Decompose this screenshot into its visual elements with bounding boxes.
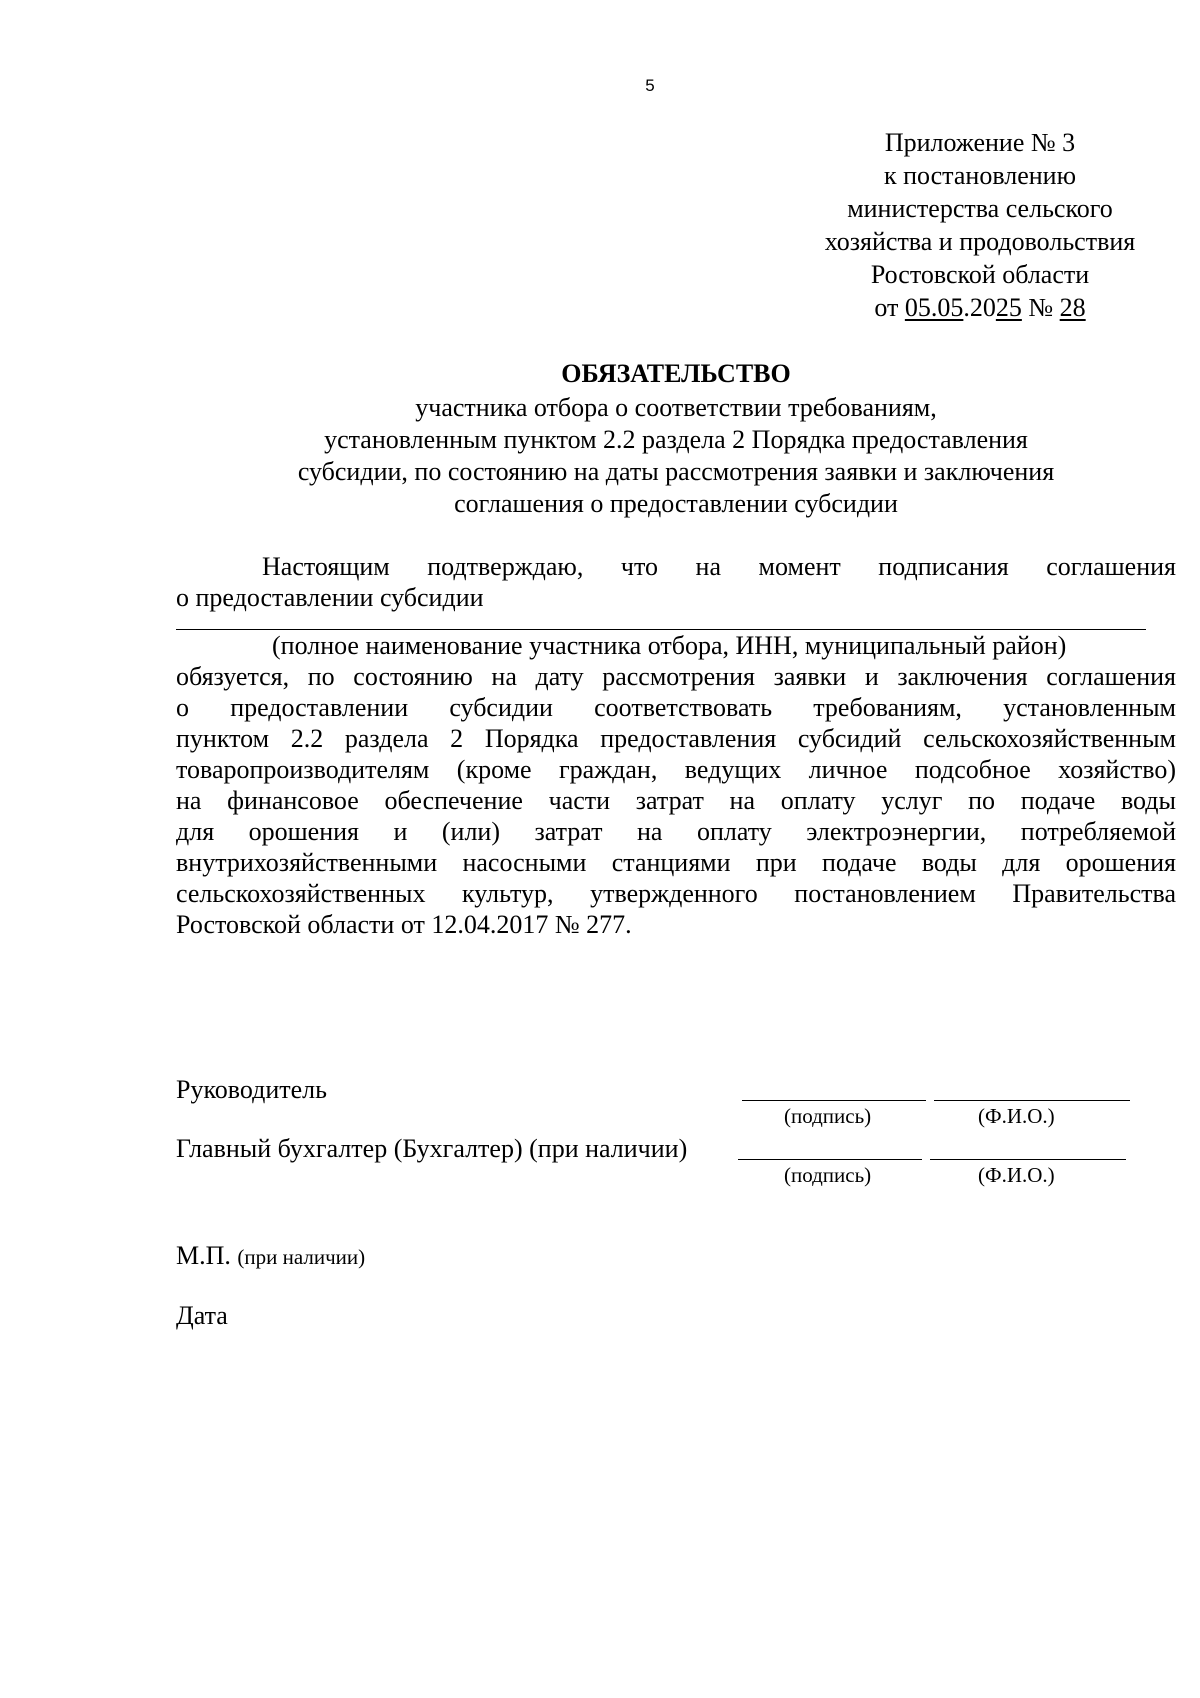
head-signature-caption: (подпись) bbox=[784, 1104, 872, 1128]
head-name-field[interactable] bbox=[934, 1100, 1130, 1101]
body-line-6: для орошения и (или) затрат на оплату электроэнергии, потребляемой bbox=[176, 817, 1176, 846]
appendix-header bbox=[780, 126, 1180, 324]
title-line-3: субсидии, по состоянию на даты рассмотрения заявки и заключения bbox=[297, 457, 1055, 486]
appendix-line-1: Приложение № 3 bbox=[884, 128, 1076, 157]
appendix-date-day-month: 05.05 bbox=[904, 293, 964, 322]
accountant-name-field[interactable] bbox=[930, 1159, 1126, 1160]
body-line-3: пунктом 2.2 раздела 2 Порядка предоставления субсидий сельскохозяйственным bbox=[176, 724, 1176, 753]
body-line-5: на финансовое обеспечение части затрат на оплату услуг по подаче воды bbox=[176, 786, 1176, 815]
appendix-date-line bbox=[780, 291, 1180, 324]
appendix-line-3: министерства сельского bbox=[847, 194, 1113, 223]
appendix-line-5: Ростовской области bbox=[870, 260, 1090, 289]
date-label: Дата bbox=[176, 1301, 228, 1330]
appendix-date-dot: .20 bbox=[963, 293, 996, 322]
head-signature-field[interactable] bbox=[742, 1100, 926, 1101]
participant-name-field[interactable] bbox=[176, 613, 1146, 630]
appendix-line-4: хозяйства и продовольствия bbox=[824, 227, 1136, 256]
intro-line-1: Настоящим подтверждаю, что на момент подписания соглашения bbox=[262, 552, 1176, 581]
accountant-name-caption: (Ф.И.О.) bbox=[978, 1163, 1055, 1187]
document-title bbox=[176, 358, 1176, 520]
head-label: Руководитель bbox=[176, 1075, 327, 1104]
body-line-8: сельскохозяйственных культур, утвержденного постановлением Правительства bbox=[176, 879, 1176, 908]
chief-accountant-label: Главный бухгалтер (Бухгалтер) (при наличии) bbox=[176, 1134, 688, 1163]
accountant-signature-field[interactable] bbox=[738, 1159, 922, 1160]
body-line-9: Ростовской области от 12.04.2017 № 277. bbox=[176, 910, 632, 939]
body-line-4: товаропроизводителям (кроме граждан, ведущих личное подсобное хозяйство) bbox=[176, 755, 1176, 784]
stamp-note: (при наличии) bbox=[237, 1245, 366, 1269]
appendix-date-prefix: от bbox=[874, 293, 905, 322]
body-line-2: о предоставлении субсидии соответствовать требованиям, установленным bbox=[176, 693, 1176, 722]
stamp-place bbox=[176, 1240, 365, 1273]
page-number: 5 bbox=[645, 76, 655, 95]
body-line-7: внутрихозяйственными насосными станциями при подаче воды для орошения bbox=[176, 848, 1176, 877]
title-heading: ОБЯЗАТЕЛЬСТВО bbox=[561, 359, 791, 388]
obligation-body bbox=[176, 551, 1176, 940]
appendix-line-2: к постановлению bbox=[883, 161, 1077, 190]
appendix-number-sign: № bbox=[1021, 293, 1060, 322]
participant-field-hint: (полное наименование участника отбора, ИНН, муниципальный район) bbox=[272, 631, 1067, 660]
appendix-date-year: 25 bbox=[995, 293, 1022, 322]
body-line-1: обязуется, по состоянию на дату рассмотрения заявки и заключения соглашения bbox=[176, 662, 1176, 691]
title-line-2: установленным пунктом 2.2 раздела 2 Порядка предоставления bbox=[324, 425, 1028, 454]
title-line-4: соглашения о предоставлении субсидии bbox=[454, 489, 898, 518]
head-name-caption: (Ф.И.О.) bbox=[978, 1104, 1055, 1128]
stamp-label: М.П. bbox=[176, 1241, 231, 1270]
intro-line-2: о предоставлении субсидии bbox=[176, 583, 484, 612]
appendix-number: 28 bbox=[1059, 293, 1086, 322]
title-line-1: участника отбора о соответствии требованиям, bbox=[415, 393, 937, 422]
accountant-signature-caption: (подпись) bbox=[784, 1163, 872, 1187]
